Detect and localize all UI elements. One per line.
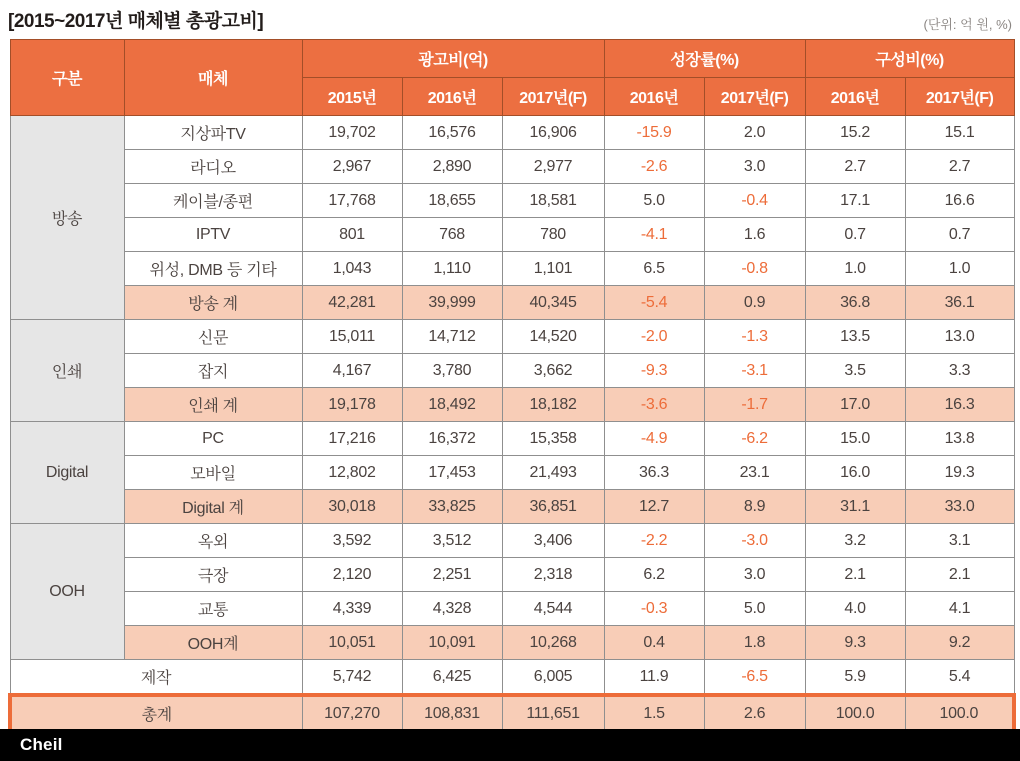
value-cell: -2.6 [604, 150, 704, 184]
value-cell: 4,544 [502, 592, 604, 626]
value-cell: 2,967 [302, 150, 402, 184]
value-cell: 42,281 [302, 286, 402, 320]
value-cell: 2,977 [502, 150, 604, 184]
value-cell: 12.7 [604, 490, 704, 524]
value-cell: 780 [502, 218, 604, 252]
value-cell: 9.3 [805, 626, 905, 660]
value-cell: 3.0 [704, 558, 805, 592]
media-cell: 방송 계 [124, 286, 302, 320]
value-cell: -3.6 [604, 388, 704, 422]
value-cell: -1.3 [704, 320, 805, 354]
media-cell: 극장 [124, 558, 302, 592]
production-row [10, 660, 1014, 696]
value-cell: 17,768 [302, 184, 402, 218]
header-share-2016: 2016년 [805, 78, 905, 116]
header-row-groups [10, 40, 1014, 78]
value-cell: -6.2 [704, 422, 805, 456]
value-cell: 33.0 [905, 490, 1014, 524]
value-cell: 3.3 [905, 354, 1014, 388]
media-cell: 총계 [10, 695, 302, 732]
value-cell: 3.5 [805, 354, 905, 388]
value-cell: 18,581 [502, 184, 604, 218]
value-cell: 6,425 [402, 660, 502, 696]
value-cell: 3.1 [905, 524, 1014, 558]
value-cell: 4.0 [805, 592, 905, 626]
media-cell: 인쇄 계 [124, 388, 302, 422]
value-cell: 1.0 [905, 252, 1014, 286]
value-cell: 40,345 [502, 286, 604, 320]
header-media: 매체 [124, 40, 302, 116]
header-ad-2015: 2015년 [302, 78, 402, 116]
value-cell: 5.0 [604, 184, 704, 218]
value-cell: 16.0 [805, 456, 905, 490]
value-cell: -15.9 [604, 116, 704, 150]
value-cell: 0.7 [805, 218, 905, 252]
value-cell: -2.2 [604, 524, 704, 558]
footer-bar [0, 729, 1020, 761]
value-cell: 4,167 [302, 354, 402, 388]
value-cell: 16,906 [502, 116, 604, 150]
value-cell: 5.4 [905, 660, 1014, 696]
table-row [10, 320, 1014, 354]
value-cell: 2.0 [704, 116, 805, 150]
value-cell: 5,742 [302, 660, 402, 696]
value-cell: 801 [302, 218, 402, 252]
value-cell: 2,251 [402, 558, 502, 592]
value-cell: -6.5 [704, 660, 805, 696]
header-growth-2016: 2016년 [604, 78, 704, 116]
table-row [10, 422, 1014, 456]
value-cell: 33,825 [402, 490, 502, 524]
value-cell: 36.8 [805, 286, 905, 320]
table-row [10, 184, 1014, 218]
value-cell: -4.9 [604, 422, 704, 456]
value-cell: 1.5 [604, 695, 704, 732]
value-cell: 3,662 [502, 354, 604, 388]
value-cell: 10,091 [402, 626, 502, 660]
value-cell: 107,270 [302, 695, 402, 732]
subtotal-row-broadcast [10, 286, 1014, 320]
value-cell: 9.2 [905, 626, 1014, 660]
value-cell: 1,043 [302, 252, 402, 286]
value-cell: 14,712 [402, 320, 502, 354]
table-row [10, 150, 1014, 184]
value-cell: 2,890 [402, 150, 502, 184]
group-cell-print: 인쇄 [10, 320, 124, 422]
value-cell: -0.4 [704, 184, 805, 218]
value-cell: 16.3 [905, 388, 1014, 422]
media-cell: 위성, DMB 등 기타 [124, 252, 302, 286]
value-cell: 4,339 [302, 592, 402, 626]
value-cell: 15,358 [502, 422, 604, 456]
value-cell: 19.3 [905, 456, 1014, 490]
value-cell: 2.1 [805, 558, 905, 592]
header-share-group: 구성비(%) [805, 40, 1014, 78]
value-cell: 1.6 [704, 218, 805, 252]
header-share-2017f: 2017년(F) [905, 78, 1014, 116]
value-cell: -1.7 [704, 388, 805, 422]
value-cell: 6,005 [502, 660, 604, 696]
value-cell: 1.0 [805, 252, 905, 286]
value-cell: 3.2 [805, 524, 905, 558]
media-cell: 모바일 [124, 456, 302, 490]
value-cell: 17.0 [805, 388, 905, 422]
subtotal-row-digital [10, 490, 1014, 524]
media-cell: 지상파TV [124, 116, 302, 150]
media-cell: 신문 [124, 320, 302, 354]
value-cell: 768 [402, 218, 502, 252]
table-row [10, 354, 1014, 388]
value-cell: -3.1 [704, 354, 805, 388]
media-cell: IPTV [124, 218, 302, 252]
header-adspend-group: 광고비(억) [302, 40, 604, 78]
value-cell: 2,318 [502, 558, 604, 592]
value-cell: 8.9 [704, 490, 805, 524]
value-cell: 30,018 [302, 490, 402, 524]
value-cell: 6.2 [604, 558, 704, 592]
value-cell: 14,520 [502, 320, 604, 354]
value-cell: 1.8 [704, 626, 805, 660]
value-cell: 5.9 [805, 660, 905, 696]
value-cell: -9.3 [604, 354, 704, 388]
value-cell: 1,110 [402, 252, 502, 286]
value-cell: 2,120 [302, 558, 402, 592]
table-row [10, 524, 1014, 558]
value-cell: 36,851 [502, 490, 604, 524]
table-row [10, 558, 1014, 592]
value-cell: 4.1 [905, 592, 1014, 626]
value-cell: 16,576 [402, 116, 502, 150]
media-cell: 케이블/종편 [124, 184, 302, 218]
media-cell: 라디오 [124, 150, 302, 184]
table-row [10, 456, 1014, 490]
value-cell: 3,512 [402, 524, 502, 558]
value-cell: 0.4 [604, 626, 704, 660]
value-cell: -0.8 [704, 252, 805, 286]
value-cell: -3.0 [704, 524, 805, 558]
value-cell: 23.1 [704, 456, 805, 490]
value-cell: 12,802 [302, 456, 402, 490]
value-cell: -2.0 [604, 320, 704, 354]
media-cell: 교통 [124, 592, 302, 626]
header-ad-2017f: 2017년(F) [502, 78, 604, 116]
value-cell: 6.5 [604, 252, 704, 286]
value-cell: 108,831 [402, 695, 502, 732]
value-cell: 15.0 [805, 422, 905, 456]
value-cell: 0.9 [704, 286, 805, 320]
value-cell: 17,453 [402, 456, 502, 490]
media-cell: Digital 계 [124, 490, 302, 524]
value-cell: 39,999 [402, 286, 502, 320]
value-cell: 15,011 [302, 320, 402, 354]
value-cell: 100.0 [905, 695, 1014, 732]
group-cell-ooh: OOH [10, 524, 124, 660]
value-cell: 11.9 [604, 660, 704, 696]
value-cell: 18,182 [502, 388, 604, 422]
header-ad-2016: 2016년 [402, 78, 502, 116]
value-cell: 1,101 [502, 252, 604, 286]
media-cell: 제작 [10, 660, 302, 696]
value-cell: 19,178 [302, 388, 402, 422]
value-cell: 16,372 [402, 422, 502, 456]
media-cell: 옥외 [124, 524, 302, 558]
value-cell: 2.1 [905, 558, 1014, 592]
subtotal-row-print [10, 388, 1014, 422]
value-cell: 19,702 [302, 116, 402, 150]
table-row [10, 592, 1014, 626]
value-cell: 0.7 [905, 218, 1014, 252]
ad-spend-table [8, 39, 1016, 734]
value-cell: 15.1 [905, 116, 1014, 150]
value-cell: 36.1 [905, 286, 1014, 320]
value-cell: 5.0 [704, 592, 805, 626]
value-cell: 111,651 [502, 695, 604, 732]
value-cell: 21,493 [502, 456, 604, 490]
grand-total-row [10, 695, 1014, 732]
subtotal-row-ooh [10, 626, 1014, 660]
value-cell: 13.5 [805, 320, 905, 354]
table-row [10, 116, 1014, 150]
value-cell: 3,406 [502, 524, 604, 558]
value-cell: 13.8 [905, 422, 1014, 456]
header-growth-2017f: 2017년(F) [704, 78, 805, 116]
value-cell: 31.1 [805, 490, 905, 524]
value-cell: 18,655 [402, 184, 502, 218]
value-cell: 2.6 [704, 695, 805, 732]
title-bar [0, 0, 1020, 39]
unit-note: (단위: 억 원, %) [923, 17, 1012, 32]
table-row [10, 218, 1014, 252]
media-cell: OOH계 [124, 626, 302, 660]
cheil-logo: Cheil [20, 735, 63, 754]
value-cell: 3,592 [302, 524, 402, 558]
value-cell: 4,328 [402, 592, 502, 626]
value-cell: 10,051 [302, 626, 402, 660]
media-cell: 잡지 [124, 354, 302, 388]
value-cell: 3,780 [402, 354, 502, 388]
value-cell: 16.6 [905, 184, 1014, 218]
value-cell: 2.7 [805, 150, 905, 184]
value-cell: -0.3 [604, 592, 704, 626]
value-cell: 18,492 [402, 388, 502, 422]
value-cell: 17.1 [805, 184, 905, 218]
page-title: [2015~2017년 매체별 총광고비] [8, 11, 264, 32]
value-cell: 2.7 [905, 150, 1014, 184]
header-gubun: 구분 [10, 40, 124, 116]
value-cell: -5.4 [604, 286, 704, 320]
table-row [10, 252, 1014, 286]
value-cell: 13.0 [905, 320, 1014, 354]
group-cell-broadcast: 방송 [10, 116, 124, 320]
group-cell-digital: Digital [10, 422, 124, 524]
value-cell: 100.0 [805, 695, 905, 732]
value-cell: -4.1 [604, 218, 704, 252]
media-cell: PC [124, 422, 302, 456]
value-cell: 36.3 [604, 456, 704, 490]
value-cell: 15.2 [805, 116, 905, 150]
value-cell: 3.0 [704, 150, 805, 184]
value-cell: 10,268 [502, 626, 604, 660]
header-growth-group: 성장률(%) [604, 40, 805, 78]
value-cell: 17,216 [302, 422, 402, 456]
